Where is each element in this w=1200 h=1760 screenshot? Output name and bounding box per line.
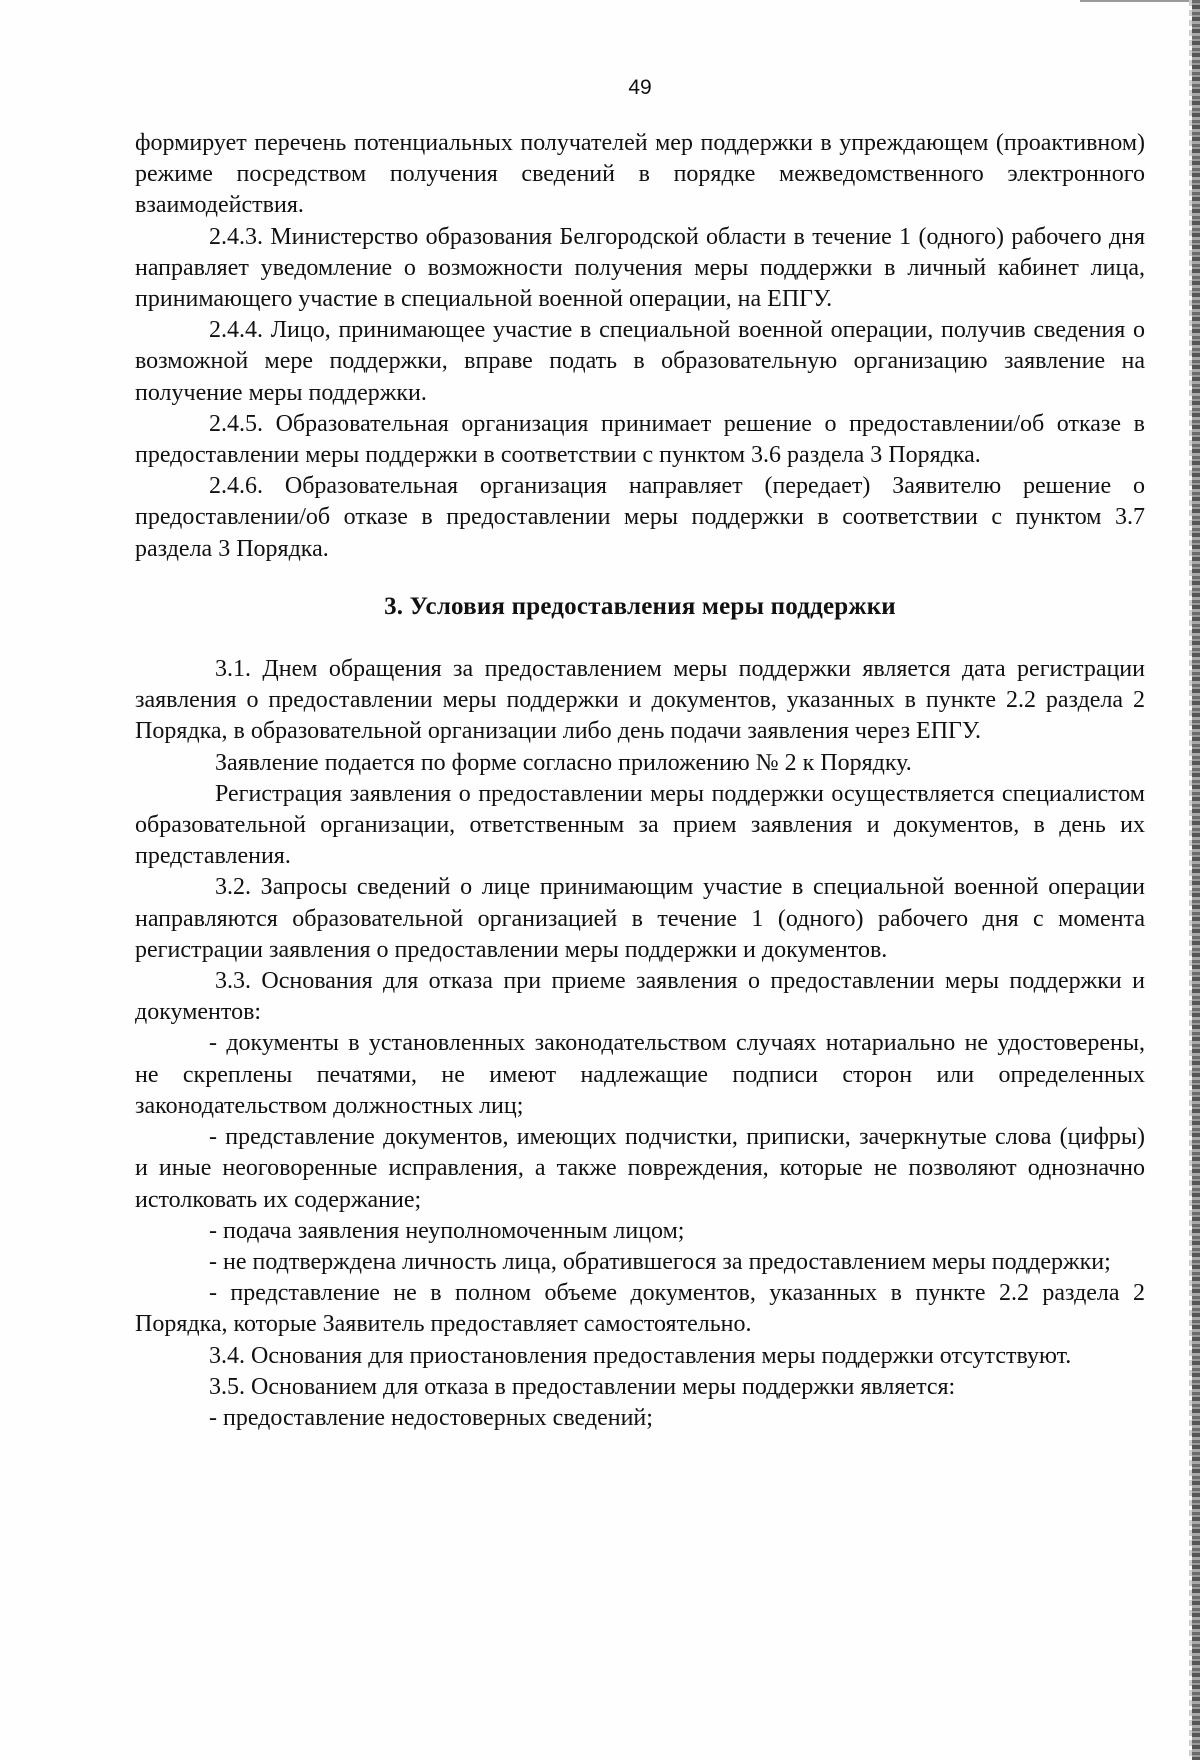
document-body bbox=[135, 128, 1145, 1434]
paragraph-2-4-3: 2.4.3. Министерство образования Белгородской области в течение 1 (одного) рабочего дня направляет уведомление о возможности получения меры поддержки в личный кабинет лица, принимающего участие в специальной военной операции, на ЕПГУ. bbox=[135, 223, 1145, 313]
paragraph-3-5: 3.5. Основанием для отказа в предоставлении меры поддержки является: bbox=[209, 1373, 956, 1400]
list-item-3-3-5: - представление не в полном объеме документов, указанных в пункте 2.2 раздела 2 Порядка, которые Заявитель предоставляет самостоятельно. bbox=[135, 1280, 1145, 1338]
paragraph-2-4-5: 2.4.5. Образовательная организация принимает решение о предоставлении/об отказе в предоставлении меры поддержки в соответствии с пунктом 3.6 раздела 3 Порядка. bbox=[135, 410, 1145, 469]
paragraph-2-4-6: 2.4.6. Образовательная организация направляет (передает) Заявителю решение о предоставлении/об отказе в предоставлении меры поддержки в соответствии с пунктом 3.7 раздела 3 Порядка. bbox=[135, 473, 1145, 562]
scan-artifact-top bbox=[1080, 0, 1200, 2]
list-item-3-3-2: - представление документов, имеющих подчистки, приписки, зачеркнутые слова (цифры) и иные неоговоренные исправления, а также повреждения, которые не позволяют однозначно истолковать их содержание; bbox=[135, 1124, 1145, 1213]
paragraph-3-3: 3.3. Основания для отказа при приеме заявления о предоставлении меры поддержки и документов: bbox=[135, 968, 1145, 1026]
page-number: 49 bbox=[628, 76, 652, 99]
section-heading: 3. Условия предоставления меры поддержки bbox=[384, 592, 896, 620]
list-item-3-3-3: - подача заявления неуполномоченным лицом; bbox=[209, 1217, 685, 1244]
scan-artifact-edge bbox=[1192, 0, 1200, 1760]
paragraph-2-4-4: 2.4.4. Лицо, принимающее участие в специальной военной операции, получив сведения о возможной мере поддержки, вправе подать в образовательную организацию заявление на получение меры поддержки. bbox=[135, 317, 1145, 406]
paragraph-3-1-form: Заявление подается по форме согласно приложению № 2 к Порядку. bbox=[215, 749, 912, 776]
paragraph-3-4: 3.4. Основания для приостановления предоставления меры поддержки отсутствуют. bbox=[209, 1342, 1072, 1369]
paragraph-3-1-registration: Регистрация заявления о предоставлении меры поддержки осуществляется специалистом образовательной организации, ответственным за прием заявления и документов, в день их представления. bbox=[135, 780, 1145, 870]
list-item-3-5-1: - предоставление недостоверных сведений; bbox=[209, 1404, 653, 1431]
paragraph-3-1: 3.1. Днем обращения за предоставлением меры поддержки является дата регистрации заявления о предоставлении меры поддержки и документов, указанных в пункте 2.2 раздела 2 Порядка, в образовательной организации либо день подачи заявления через ЕПГУ. bbox=[135, 656, 1145, 745]
paragraph-intro: формирует перечень потенциальных получателей мер поддержки в упреждающем (проактивном) режиме посредством получения сведений в порядке межведомственного электронного взаимодействия. bbox=[135, 130, 1145, 219]
list-item-3-3-4: - не подтверждена личность лица, обратившегося за предоставлением меры поддержки; bbox=[209, 1248, 1111, 1275]
paragraph-3-2: 3.2. Запросы сведений о лице принимающим участие в специальной военной операции направляются образовательной организацией в течение 1 (одного) рабочего дня с момента регистрации заявления о предоставлении меры поддержки и документов. bbox=[135, 874, 1145, 963]
list-item-3-3-1: - документы в установленных законодательством случаях нотариально не удостоверены, не скреплены печатями, не имеют надлежащие подписи сторон или определенных законодательством должностных лиц; bbox=[135, 1030, 1145, 1119]
